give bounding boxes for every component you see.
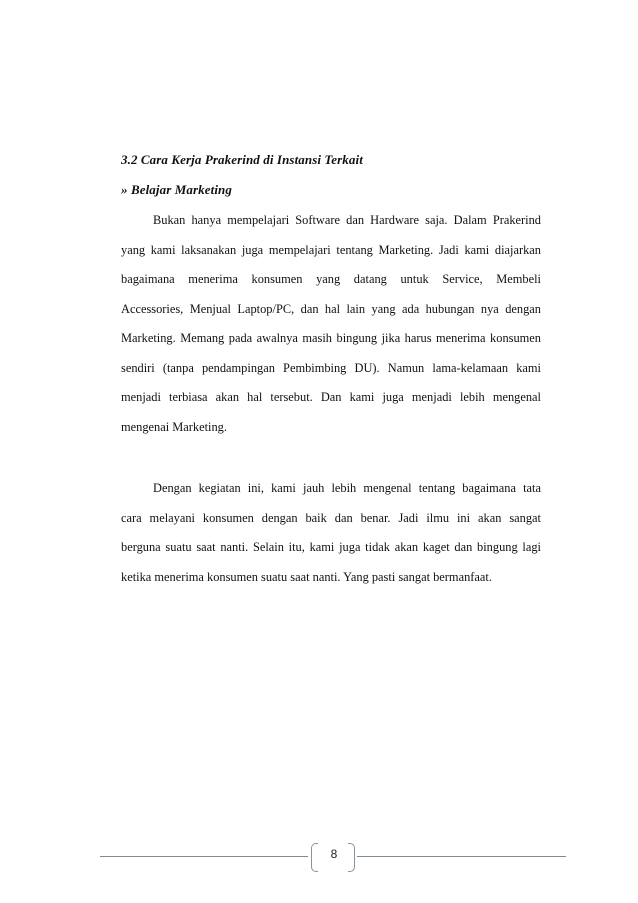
paragraph-line: Accessories, Menjual Laptop/PC, dan hal lain yang ada hubungan nya dengan: [121, 301, 541, 316]
paragraph-line: ketika menerima konsumen suatu saat nanti. Yang pasti sangat bermanfaat.: [121, 569, 492, 584]
footer-rule-right: [357, 856, 566, 857]
section-heading: 3.2 Cara Kerja Prakerind di Instansi Terkait: [121, 152, 363, 167]
paragraph-line: menjadi terbiasa akan hal tersebut. Dan kami juga menjadi lebih mengenal: [121, 390, 541, 404]
paragraph-line: Dengan kegiatan ini, kami jauh lebih mengenal tentang bagaimana tata: [153, 481, 541, 495]
footer-rule-left: [100, 856, 308, 857]
paragraph-line: Marketing. Memang pada awalnya masih bingung jika harus menerima konsumen: [121, 331, 541, 345]
page-number-bracket-left: [311, 843, 318, 872]
paragraph-line: bagaimana menerima konsumen yang datang untuk Service, Membeli: [121, 272, 541, 286]
paragraph-kegiatan: [121, 474, 541, 592]
page-number: 8: [330, 847, 338, 861]
paragraph-line: cara melayani konsumen dengan baik dan benar. Jadi ilmu ini akan sangat: [121, 510, 541, 525]
paragraph-belajar-marketing: [121, 206, 541, 442]
paragraph-line: yang kami laksanakan juga mempelajari tentang Marketing. Jadi kami diajarkan: [121, 242, 541, 257]
paragraph-line: sendiri (tanpa pendampingan Pembimbing DU). Namun lama-kelamaan kami: [121, 360, 541, 375]
page-number-bracket-right: [348, 843, 355, 872]
paragraph-line: Bukan hanya mempelajari Software dan Hardware saja. Dalam Prakerind: [153, 213, 541, 227]
paragraph-line: mengenai Marketing.: [121, 419, 227, 434]
subsection-heading: » Belajar Marketing: [121, 182, 232, 197]
paragraph-line: berguna suatu saat nanti. Selain itu, kami juga tidak akan kaget dan bingung lagi: [121, 540, 541, 554]
